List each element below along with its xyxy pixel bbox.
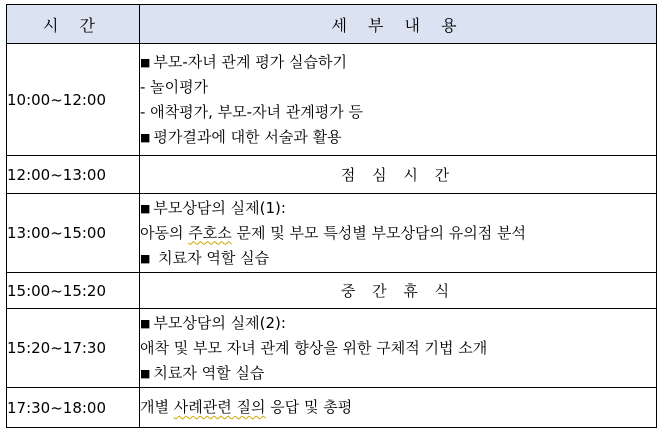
table-row — [7, 273, 657, 309]
time-cell: 12:00~13:00 — [7, 156, 140, 194]
detail-line — [140, 361, 656, 386]
bullet-icon: ■ — [140, 130, 151, 144]
detail-line — [140, 100, 656, 125]
detail-line — [140, 336, 656, 361]
detail-text: 개별 — [140, 398, 174, 416]
detail-cell — [140, 194, 657, 273]
detail-text: 아동의 — [140, 223, 189, 242]
detail-line — [140, 246, 656, 271]
detail-cell — [140, 44, 657, 156]
spellcheck-word: 사례관련 질의 — [173, 398, 266, 416]
detail-line — [140, 311, 656, 336]
schedule-table — [6, 4, 657, 428]
header-time: 시 간 — [7, 5, 140, 44]
detail-text: - 애착평가, 부모-자녀 관계평가 등 — [140, 102, 364, 121]
detail-text: 문제 및 부모 특성별 부모상담의 유의점 분석 — [231, 223, 526, 242]
header-detail: 세 부 내 용 — [140, 5, 657, 44]
spellcheck-word: 주호소 — [188, 223, 232, 242]
detail-cell: 점 심 시 간 — [140, 156, 657, 194]
bullet-icon: ■ — [140, 55, 151, 69]
table-row — [7, 309, 657, 388]
time-cell: 13:00~15:00 — [7, 194, 140, 273]
detail-cell: 중 간 휴 식 — [140, 273, 657, 309]
time-cell: 17:30~18:00 — [7, 388, 140, 428]
table-row — [7, 156, 657, 194]
table-row — [7, 44, 657, 156]
time-cell: 10:00~12:00 — [7, 44, 140, 156]
detail-line — [140, 395, 656, 420]
detail-text: 부모상담의 실제(1): — [153, 198, 286, 217]
bullet-icon: ■ — [140, 366, 151, 380]
detail-line — [140, 196, 656, 221]
bullet-icon: ■ — [140, 316, 151, 330]
detail-text: 애착 및 부모 자녀 관계 향상을 위한 구체적 기법 소개 — [140, 338, 488, 357]
detail-text: 응답 및 총평 — [265, 398, 353, 416]
detail-text: 부모상담의 실제(2): — [153, 313, 286, 332]
detail-cell — [140, 309, 657, 388]
detail-cell — [140, 388, 657, 428]
detail-text: 치료자 역할 실습 — [153, 363, 265, 382]
table-row — [7, 388, 657, 428]
detail-line — [140, 221, 656, 246]
detail-line — [140, 125, 656, 150]
detail-text: 치료자 역할 실습 — [153, 248, 270, 267]
time-cell: 15:00~15:20 — [7, 273, 140, 309]
bullet-icon: ■ — [140, 251, 151, 265]
time-cell: 15:20~17:30 — [7, 309, 140, 388]
detail-line — [140, 50, 656, 75]
detail-text: - 놀이평가 — [140, 77, 209, 96]
detail-line — [140, 75, 656, 100]
header-row — [7, 5, 657, 44]
table-row — [7, 194, 657, 273]
detail-text: 부모-자녀 관계 평가 실습하기 — [153, 52, 348, 71]
bullet-icon: ■ — [140, 201, 151, 215]
detail-text: 평가결과에 대한 서술과 활용 — [153, 127, 342, 146]
